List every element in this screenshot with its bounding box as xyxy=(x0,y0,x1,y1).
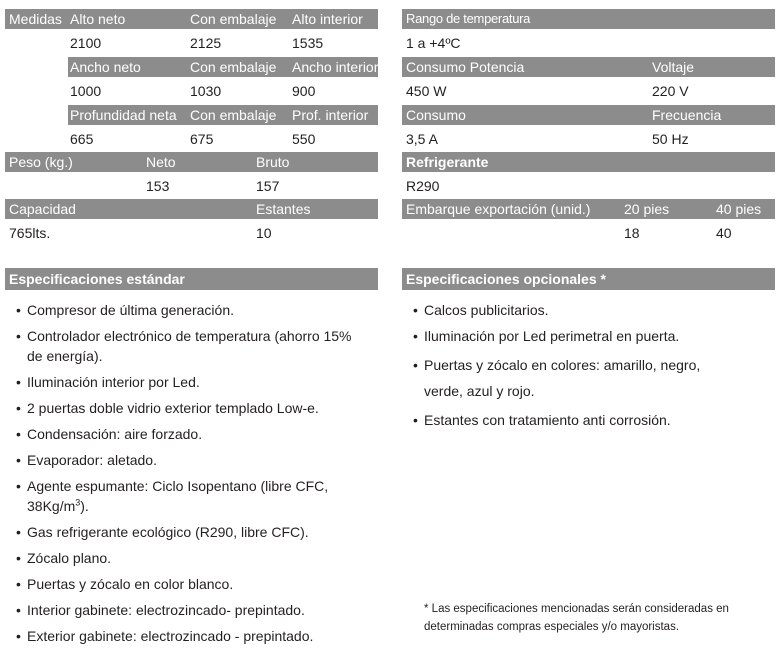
rango-temperatura-value: 1 a +4ºC xyxy=(406,35,461,51)
refrigerante-label: Refrigerante xyxy=(406,154,489,170)
bruto-label: Bruto xyxy=(256,154,290,170)
capacidad-label: Capacidad xyxy=(9,201,76,217)
peso-label: Peso (kg.) xyxy=(9,154,73,170)
bullet-icon: • xyxy=(16,524,21,540)
bullet-icon: • xyxy=(413,328,418,344)
list-item: • Gas refrigerante ecológico (R290, libre CFC). xyxy=(16,524,309,540)
bullet-icon: • xyxy=(16,374,21,390)
list-item: • Exterior gabinete: electrozincado - prepintado. xyxy=(16,628,314,644)
consumo-potencia-value: 450 W xyxy=(406,83,447,99)
list-item: • Agente espumante: Ciclo Isopentano (libre CFC, $38Kg/m^3$). xyxy=(16,478,329,514)
ancho-neto-label: Ancho neto xyxy=(70,59,141,75)
alto-con-embalaje-value: 2125 xyxy=(190,35,222,51)
bullet-icon: • xyxy=(16,302,21,318)
bullet-icon: • xyxy=(16,400,21,416)
list-item: • Evaporador: aletado. xyxy=(16,452,157,468)
estandar-title: Especificaciones estándar xyxy=(9,271,185,287)
alto-interior-label: Alto interior xyxy=(292,11,363,27)
list-item: • 2 puertas doble vidrio exterior templado Low-e. xyxy=(16,400,319,416)
consumo-potencia-label: Consumo Potencia xyxy=(406,59,525,75)
voltaje-value: 220 V xyxy=(652,83,689,99)
alto-con-embalaje-label: Con embalaje xyxy=(190,11,277,27)
frecuencia-label: Frecuencia xyxy=(652,107,722,123)
bullet-icon: • xyxy=(16,478,21,494)
profundidad-neta-label: Profundidad neta xyxy=(70,107,177,123)
ancho-interior-value: 900 xyxy=(292,83,316,99)
profundidad-neta-value: 665 xyxy=(70,131,94,147)
voltaje-label: Voltaje xyxy=(652,59,695,75)
ancho-neto-value: 1000 xyxy=(70,83,102,99)
20-pies-value: 18 xyxy=(624,225,640,241)
consumo-value: 3,5 A xyxy=(406,131,438,147)
footnote: * Las especificaciones mencionadas serán consideradas en determinadas compras especiales y/o mayoristas. xyxy=(424,603,729,633)
bullet-icon: • xyxy=(16,550,21,566)
bullet-icon: • xyxy=(413,412,418,428)
refrigerante-value: R290 xyxy=(406,178,440,194)
embarque-label: Embarque exportación (unid.) xyxy=(406,201,591,217)
prof-interior-value: 550 xyxy=(292,131,316,147)
capacidad-value: 765lts. xyxy=(9,225,51,241)
bullet-icon: • xyxy=(16,426,21,442)
neto-label: Neto xyxy=(146,154,176,170)
bullet-icon: • xyxy=(413,302,418,318)
bullet-icon: • xyxy=(16,576,21,592)
list-item: • Interior gabinete: electrozincado- prepintado. xyxy=(16,602,305,618)
bullet-icon: • xyxy=(16,328,21,344)
list-item: • Calcos publicitarios. xyxy=(413,302,549,318)
list-item: • Puertas y zócalo en colores: amarillo, negro, verde, azul y rojo. xyxy=(413,352,743,404)
list-item: • Compresor de última generación. xyxy=(16,302,234,318)
prof-con-embalaje-value: 675 xyxy=(190,131,214,147)
alto-interior-value: 1535 xyxy=(292,35,324,51)
prof-con-embalaje-label: Con embalaje xyxy=(190,107,277,123)
neto-value: 153 xyxy=(146,178,170,194)
prof-interior-label: Prof. interior xyxy=(292,107,369,123)
list-item: • Zócalo plano. xyxy=(16,550,112,566)
rango-temperatura-label: Rango de temperatura xyxy=(406,11,531,26)
estantes-value: 10 xyxy=(256,225,272,241)
bruto-value: 157 xyxy=(256,178,280,194)
list-item: • Puertas y zócalo en color blanco. xyxy=(16,576,234,592)
list-item: • Condensación: aire forzado. xyxy=(16,426,203,442)
ancho-con-embalaje-label: Con embalaje xyxy=(190,59,277,75)
bullet-icon: • xyxy=(16,452,21,468)
estantes-label: Estantes xyxy=(256,201,311,217)
list-item: • Controlador electrónico de temperatura (ahorro 15% de energía). xyxy=(16,328,352,364)
ancho-con-embalaje-value: 1030 xyxy=(190,83,222,99)
bullet-icon: • xyxy=(16,628,21,644)
alto-neto-value: 2100 xyxy=(70,35,102,51)
opcionales-title: Especificaciones opcionales * xyxy=(406,271,606,287)
40-pies-value: 40 xyxy=(716,225,732,241)
list-item: • Iluminación por Led perimetral en puerta. xyxy=(413,328,680,344)
medidas-label: Medidas xyxy=(9,11,62,27)
40-pies-label: 40 pies xyxy=(716,201,762,217)
list-item: • Estantes con tratamiento anti corrosión. xyxy=(413,412,671,428)
consumo-label: Consumo xyxy=(406,107,466,123)
list-item: • Iluminación interior por Led. xyxy=(16,374,200,390)
ancho-interior-label: Ancho interior xyxy=(292,59,379,75)
frecuencia-value: 50 Hz xyxy=(652,131,689,147)
opcionales-list xyxy=(413,300,743,430)
20-pies-label: 20 pies xyxy=(624,201,670,217)
bullet-icon: • xyxy=(413,357,418,373)
bullet-icon: • xyxy=(16,602,21,618)
alto-neto-label: Alto neto xyxy=(70,11,126,27)
estandar-list xyxy=(16,300,366,646)
